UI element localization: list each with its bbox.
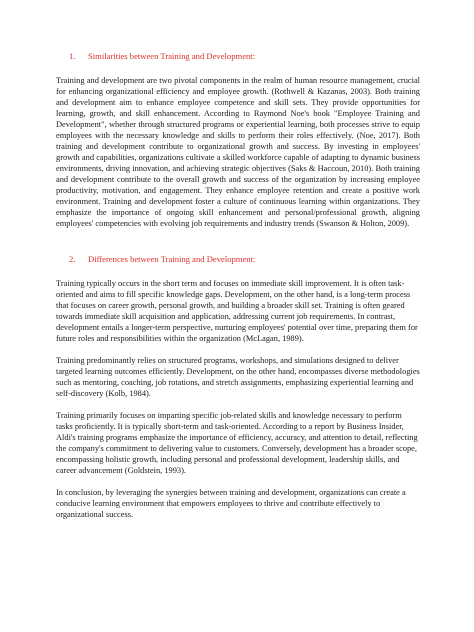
document-body bbox=[56, 51, 420, 520]
paragraph-duration: Training typically occurs in the short term and focuses on immediate skill improvement. It is often task-oriented and aims to fill specific knowledge gaps. Development, on the other hand, is a long-term process that focuses on career growth, personal growth, and building a broader skill set. Training is often geared towards immediate skill acquisition and application, addressing current job requirements. In contrast, development entails a longer-term perspective, nurturing employees' potential over time, preparing them for future roles and responsibilities within the organization (McLagan, 1989). bbox=[56, 279, 418, 343]
paragraph-focus: Training primarily focuses on imparting specific job-related skills and knowledge necessary to perform tasks proficiently. It is typically short-term and task-oriented. According to a report by Business Insider, Aldi's training programs emphasize the importance of efficiency, accuracy, and attention to detail, reflecting the company's commitment to delivering value to customers. Conversely, development has a broader scope, encompassing holistic growth, including personal and professional development, leadership skills, and career advancement (Goldstein, 1993). bbox=[56, 411, 418, 475]
paragraph-methods: Training predominantly relies on structured programs, workshops, and simulations designed to deliver targeted learning outcomes efficiently. Development, on the other hand, encompasses diverse methodologies such as mentoring, coaching, job rotations, and stretch assignments, emphasizing experiential learning and self-discovery (Kolb, 1984). bbox=[56, 356, 420, 398]
paragraph-similarities: Training and development are two pivotal components in the realm of human resource management, crucial for enhancing organizational efficiency and employee growth. (Rothwell & Kazanas, 2003). Both training and development aim to enhance employee competence and skill sets. They provide opportunities for learning, growth, and skill enhancement. According to Raymond Noe's book "Employee Training and Development", whether through structured programs or experiential learning, both processes strive to equip employees with the necessary knowledge and skills to perform their roles effectively. (Noe, 2017). Both training and development contribute to organizational growth and success. By investing in employees' growth and capabilities, organizations cultivate a skilled workforce capable of adapting to dynamic business environments, driving innovation, and achieving strategic objectives (Saks & Haccoun, 2010). Both training and development contribute to the overall growth and success of the organization by increasing employee productivity, motivation, and engagement. They enhance employee retention and create a positive work environment. Training and development foster a culture of continuous learning within organizations. They emphasize the importance of ongoing skill enhancement and personal/professional growth, aligning employees' competencies with evolving job requirements and industry trends (Swanson & Holton, 2009). bbox=[56, 76, 420, 228]
section-heading-differences bbox=[69, 254, 420, 265]
paragraph-conclusion: In conclusion, by leveraging the synergies between training and development, organizations can create a conducive learning environment that empowers employees to thrive and contribute effectively to organizational success. bbox=[56, 488, 406, 519]
section-number: 2. bbox=[69, 254, 76, 264]
section-title: Similarities between Training and Development: bbox=[88, 51, 256, 61]
section-heading-similarities bbox=[69, 51, 420, 62]
section-title: Differences between Training and Development: bbox=[88, 254, 256, 264]
section-number: 1. bbox=[69, 51, 76, 61]
